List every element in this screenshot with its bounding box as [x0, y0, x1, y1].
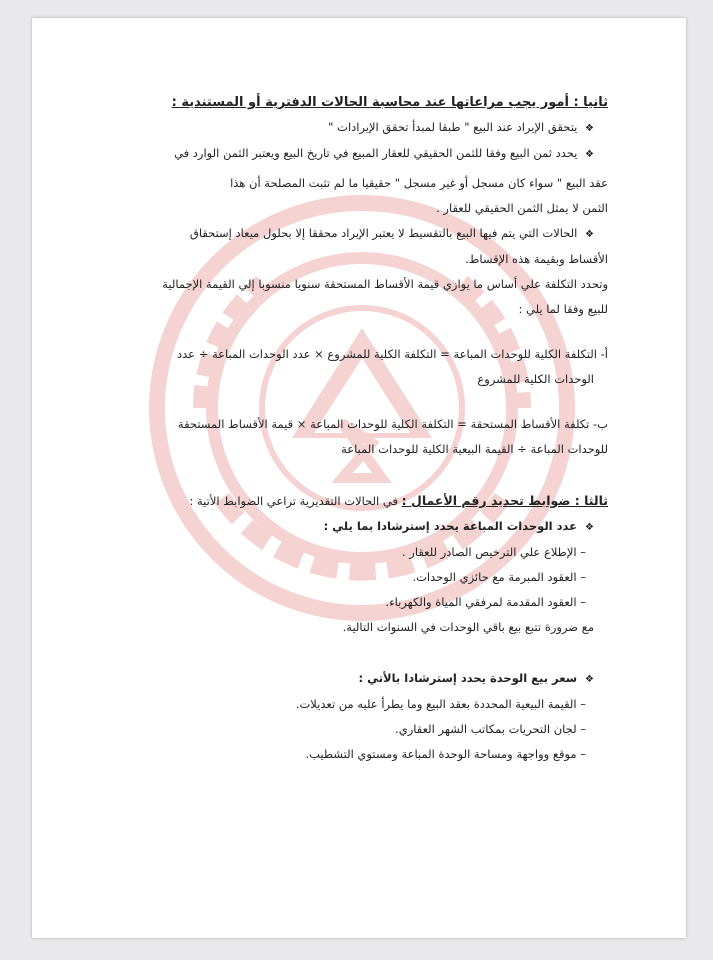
section-three-title-rest: في الحالات التقديرية تراعي الضوابط الأتية : [189, 494, 402, 508]
units-note: مع ضرورة تتبع بيع باقي الوحدات في السنوات التالية. [342, 620, 594, 634]
document-page [32, 18, 686, 938]
list-item: – العقود المبرمة مع حائزي الوحدات. [412, 570, 586, 584]
list-item: – لجان التحريات بمكاتب الشهر العقاري. [395, 722, 586, 736]
document-body [130, 90, 608, 767]
bullet-text: يتحقق الإيراد عند البيع " طبقا لمبدأ تحقق الإيرادات " [328, 120, 578, 134]
paragraph-line: للبيع وفقا لما يلي : [518, 302, 608, 316]
section-two-title: ثانيا : أمور يجب مراعاتها عند محاسبة الحالات الدفترية أو المستندية : [171, 95, 608, 110]
formula-a: أ- التكلفة الكلية للوحدات المباعة = التكلفة الكلية للمشروع × عدد الوحدات المباعة ÷ عدد [177, 347, 608, 361]
diamond-bullet-icon: ❖ [585, 149, 594, 160]
section-three-title-bold: ثالثا : ضوابط تحديد رقم الأعمال : [401, 493, 608, 508]
section-three-title [130, 488, 608, 514]
list-item: – القيمة البيعية المحددة بعقد البيع وما يطرأ عليه من تعديلات. [295, 697, 586, 711]
diamond-bullet-icon: ❖ [585, 674, 594, 685]
list-item: – العقود المقدمة لمرفقي المياة والكهرباء. [385, 595, 586, 609]
list-item: – موقع وواجهة ومساحة الوحدة المباعة ومستوي التشطيب. [305, 747, 586, 761]
formula-b: ب- تكلفة الأقساط المستحقة = التكلفة الكلية للوحدات المباعة × قيمة الأقساط المستحقة [177, 417, 608, 431]
units-heading-text: عدد الوحدات المباعة يحدد إسترشادا بما يلي : [323, 519, 578, 533]
bullet-continuation: الأقساط وبقيمة هذه الإقساط. [465, 252, 608, 266]
bullet-continuation: عقد البيع " سواء كان مسجل أو غير مسجل " حقيقيا ما لم تثبت المصلحة أن هذا [230, 176, 608, 190]
bullet-item [130, 115, 608, 141]
price-heading [130, 666, 608, 692]
bullet-text: الحالات التي يتم فيها البيع بالتقسيط لا يعتبر الإيراد محققا إلا بحلول ميعاد إستحقاق [189, 226, 578, 240]
price-heading-text: سعر بيع الوحدة يحدد إسترشادا بالأتي : [358, 671, 578, 685]
bullet-item [130, 141, 608, 167]
paragraph-line: وتحدد التكلفة علي أساس ما يوازي قيمة الأقساط المستحقة سنويا منسوبا إلي القيمة الإجمالية [162, 277, 608, 291]
bullet-text: يحدد ثمن البيع وفقا للثمن الحقيقي للعقار المبيع في تاريخ البيع ويعتبر الثمن الوارد في [174, 146, 578, 160]
formula-b-continuation: للوحدات المباعة ÷ القيمة البيعية الكلية للوحدات المباعة [341, 442, 608, 456]
diamond-bullet-icon: ❖ [585, 229, 594, 240]
diamond-bullet-icon: ❖ [585, 123, 594, 134]
bullet-continuation: الثمن لا يمثل الثمن الحقيقي للعقار . [436, 201, 608, 215]
list-item: – الإطلاع علي الترخيص الصادر للعقار . [402, 545, 586, 559]
bullet-item [130, 221, 608, 247]
formula-a-continuation: الوحدات الكلية للمشروع [477, 372, 594, 386]
units-heading [130, 514, 608, 540]
diamond-bullet-icon: ❖ [585, 522, 594, 533]
